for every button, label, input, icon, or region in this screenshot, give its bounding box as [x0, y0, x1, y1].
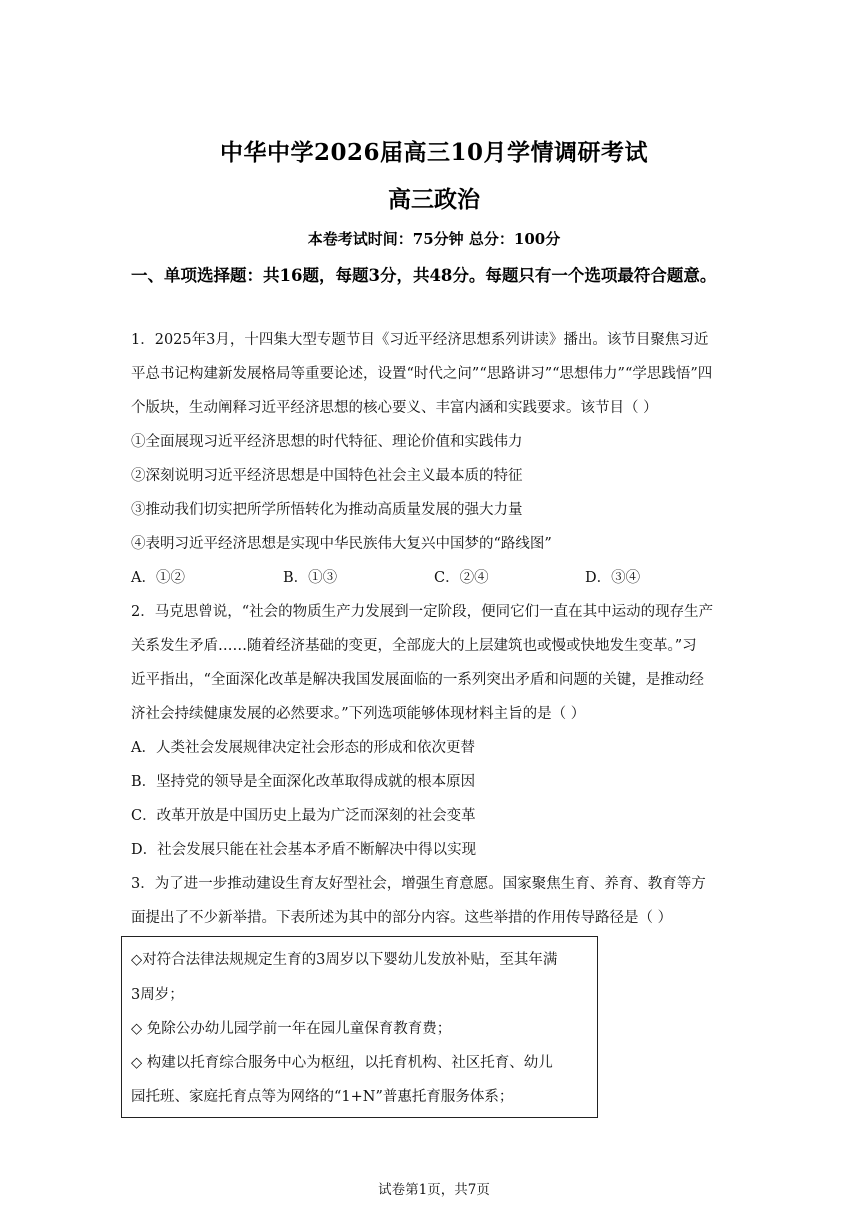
q1-stem-line: 1．2025年3月，十四集大型专题节目《习近平经济思想系列讲读》播出。该节目聚焦习近 [131, 332, 709, 348]
q2-stem-line: 近平指出，“全面深化改革是解决我国发展面临的一系列突出矛盾和问题的关键，是推动经 [131, 672, 704, 688]
q1-option-d: D．③④ [585, 570, 641, 586]
q1-statement: ①全面展现习近平经济思想的时代特征、理论价值和实践伟力 [131, 434, 523, 450]
q3-stem-line: 3．为了进一步推动建设生育友好型社会，增强生育意愿。国家聚焦生育、养育、教育等方 [131, 876, 706, 892]
q1-statement: ③推动我们切实把所学所悟转化为推动高质量发展的强大力量 [131, 502, 523, 518]
q3-table-line: 3周岁； [131, 987, 184, 1003]
page-footer: 试卷第1页，共7页 [378, 1182, 490, 1198]
q3-table-line: ◇ 免除公办幼儿园学前一年在园儿童保育教育费； [131, 1021, 452, 1037]
q1-option-a: A．①② [131, 570, 185, 586]
exam-title: 中华中学2026届高三10月学情调研考试 [219, 139, 649, 166]
q3-table-line: ◇对符合法律法规规定生育的3周岁以下婴幼儿发放补贴，至其年满 [131, 952, 558, 968]
exam-info: 本卷考试时间：75分钟 总分：100分 [307, 230, 561, 248]
exam-subject: 高三政治 [388, 186, 480, 213]
q1-stem-line: 个版块，生动阐释习近平经济思想的核心要义、丰富内涵和实践要求。该节目（ ） [131, 400, 658, 416]
q3-stem-line: 面提出了不少新举措。下表所述为其中的部分内容。这些举措的作用传导路径是（ ） [131, 910, 673, 926]
q1-stem-line: 平总书记构建新发展格局等重要论述，设置“时代之问”“思路讲习”“思想伟力”“学思践悟”四 [131, 366, 713, 382]
q2-option-c: C．改革开放是中国历史上最为广泛而深刻的社会变革 [131, 808, 476, 824]
q2-option-b: B．坚持党的领导是全面深化改革取得成就的根本原因 [131, 774, 476, 790]
q1-statement: ②深刻说明习近平经济思想是中国特色社会主义最本质的特征 [131, 468, 523, 484]
q2-stem-line: 2．马克思曾说，“社会的物质生产力发展到一定阶段，便同它们一直在其中运动的现存生产 [131, 604, 714, 620]
q2-stem-line: 济社会持续健康发展的必然要求。”下列选项能够体现材料主旨的是（ ） [131, 706, 586, 722]
section-heading: 一、单项选择题：共16题，每题3分，共48分。每题只有一个选项最符合题意。 [131, 266, 717, 285]
q1-statement: ④表明习近平经济思想是实现中华民族伟大复兴中国梦的“路线图” [131, 536, 552, 552]
q2-option-a: A．人类社会发展规律决定社会形态的形成和依次更替 [131, 740, 475, 756]
q1-option-c: C．②④ [434, 570, 489, 586]
q2-stem-line: 关系发生矛盾……随着经济基础的变更，全部庞大的上层建筑也或慢或快地发生变革。”习 [131, 638, 697, 654]
q3-table-line: 园托班、家庭托育点等为网络的“1+N”普惠托育服务体系； [131, 1089, 514, 1105]
q2-option-d: D．社会发展只能在社会基本矛盾不断解决中得以实现 [131, 842, 477, 858]
q3-table-line: ◇ 构建以托育综合服务中心为枢纽，以托育机构、社区托育、幼儿 [131, 1055, 553, 1071]
q1-option-b: B．①③ [283, 570, 338, 586]
